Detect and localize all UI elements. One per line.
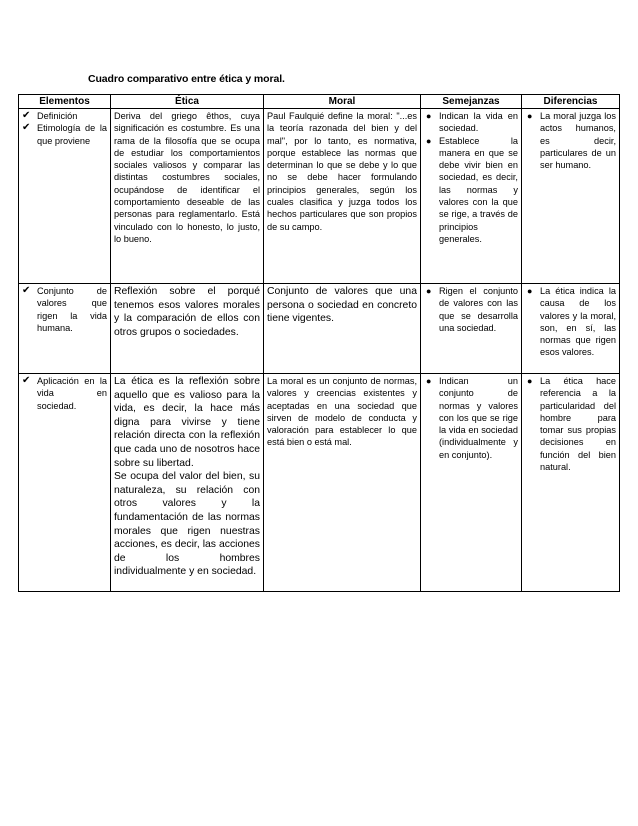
cell-elementos (19, 284, 111, 374)
list-item: ✔ Definición (22, 110, 78, 121)
cell-etica: Reflexión sobre el porqué tenemos esos valores morales y la comparación de ellos con otros grupos o sociedades. (111, 284, 264, 374)
cell-diferencias (522, 374, 620, 592)
cell-etica (111, 374, 264, 592)
cell-diferencias (522, 284, 620, 374)
bullet-icon: ● (527, 376, 533, 386)
cell-semejanzas (421, 374, 522, 592)
table-row (19, 374, 620, 592)
paragraph: La ética es la reflexión sobre aquello que es valioso para la vida, es decir, la hace más digna para vivirse y tiene relación directa con la reflexión que cada uno de nosotros hace sobre su libertad. (114, 376, 260, 469)
document-title: Cuadro comparativo entre ética y moral. (88, 73, 285, 85)
header-diferencias: Diferencias (522, 95, 620, 109)
table-row (19, 284, 620, 374)
bullet-icon: ● (527, 286, 533, 296)
header-moral: Moral (264, 95, 421, 109)
cell-moral: La moral es un conjunto de normas, valores y creencias existentes y aceptadas en una sociedad que sirven de modelo de conducta y valoración para establecer lo que está bien o está mal. (264, 374, 421, 592)
check-icon: ✔ (22, 110, 31, 121)
bullet-icon: ● (426, 376, 432, 386)
list-item: ● Indican la vida en sociedad. (426, 111, 518, 134)
list-item: ● Establece la manera en que se debe vivir bien en sociedad, es decir, las normas y valores con la que se rige, a través de principios generales. (426, 135, 518, 244)
check-icon: ✔ (22, 122, 31, 134)
list-item: ● Rigen el conjunto de valores con las que se desarrolla una sociedad. (426, 286, 518, 333)
bullet-icon: ● (527, 111, 533, 121)
list-item: ● La ética hace referencia a la particularidad del hombre para tomar sus propias decisiones en función del bien natural. (527, 376, 616, 473)
bullet-icon: ● (426, 111, 432, 121)
list-item: ✔ Etimología de la que proviene (22, 122, 107, 146)
cell-semejanzas (421, 284, 522, 374)
header-semejanzas: Semejanzas (421, 95, 522, 109)
list-item: ● La moral juzga los actos humanos, es decir, particulares de un ser humano. (527, 111, 616, 171)
cell-moral: Paul Faulquié define la moral: "...es la teoría razonada del bien y del mal", por lo tanto, es normativa, porque establece las normas que determinan lo que se debe y lo que no se debe hacer formulando principios generales, según los cuales clasifica y juzga todos los hechos particulares que son propios de su campo. (264, 109, 421, 284)
list-item: ✔ Aplicación en la vida en sociedad. (22, 375, 107, 411)
cell-elementos (19, 374, 111, 592)
cell-diferencias (522, 109, 620, 284)
bullet-icon: ● (426, 135, 432, 146)
list-item: ✔ Conjunto de valores que rigen la vida humana. (22, 285, 107, 333)
cell-etica: Deriva del griego êthos, cuya significación es costumbre. Es una rama de la filosofía que se ocupa de estudiar los comportamientos sociales valiosos y comparar las distintas costumbres sociales, ocupándose de identificar el comportamiento deseable de las personas para reglamentarlo. Está vinculado con lo honesto, lo justo, lo bueno. (111, 109, 264, 284)
header-elementos: Elementos (19, 95, 111, 109)
cell-semejanzas (421, 109, 522, 284)
list-item: ● La ética indica la causa de los valores y la moral, son, en sí, las normas que rigen esos valores. (527, 286, 616, 358)
bullet-icon: ● (426, 286, 432, 296)
check-icon: ✔ (22, 285, 31, 296)
header-etica: Ética (111, 95, 264, 109)
cell-moral: Conjunto de valores que una persona o sociedad en concreto tiene vigentes. (264, 284, 421, 374)
table-row (19, 109, 620, 284)
header-row (19, 95, 620, 109)
paragraph: Se ocupa del valor del bien, su naturaleza, su relación con otros valores y la fundamentación de las normas morales que rigen nuestras acciones, es decir, las acciones de los hombres individualmente y en sociedad. (114, 471, 260, 578)
comparison-table (18, 94, 620, 592)
check-icon: ✔ (22, 375, 31, 386)
cell-elementos (19, 109, 111, 284)
list-item: ● Indican un conjunto de normas y valores con los que se rige la vida en sociedad (individualmente y en conjunto). (426, 376, 518, 460)
